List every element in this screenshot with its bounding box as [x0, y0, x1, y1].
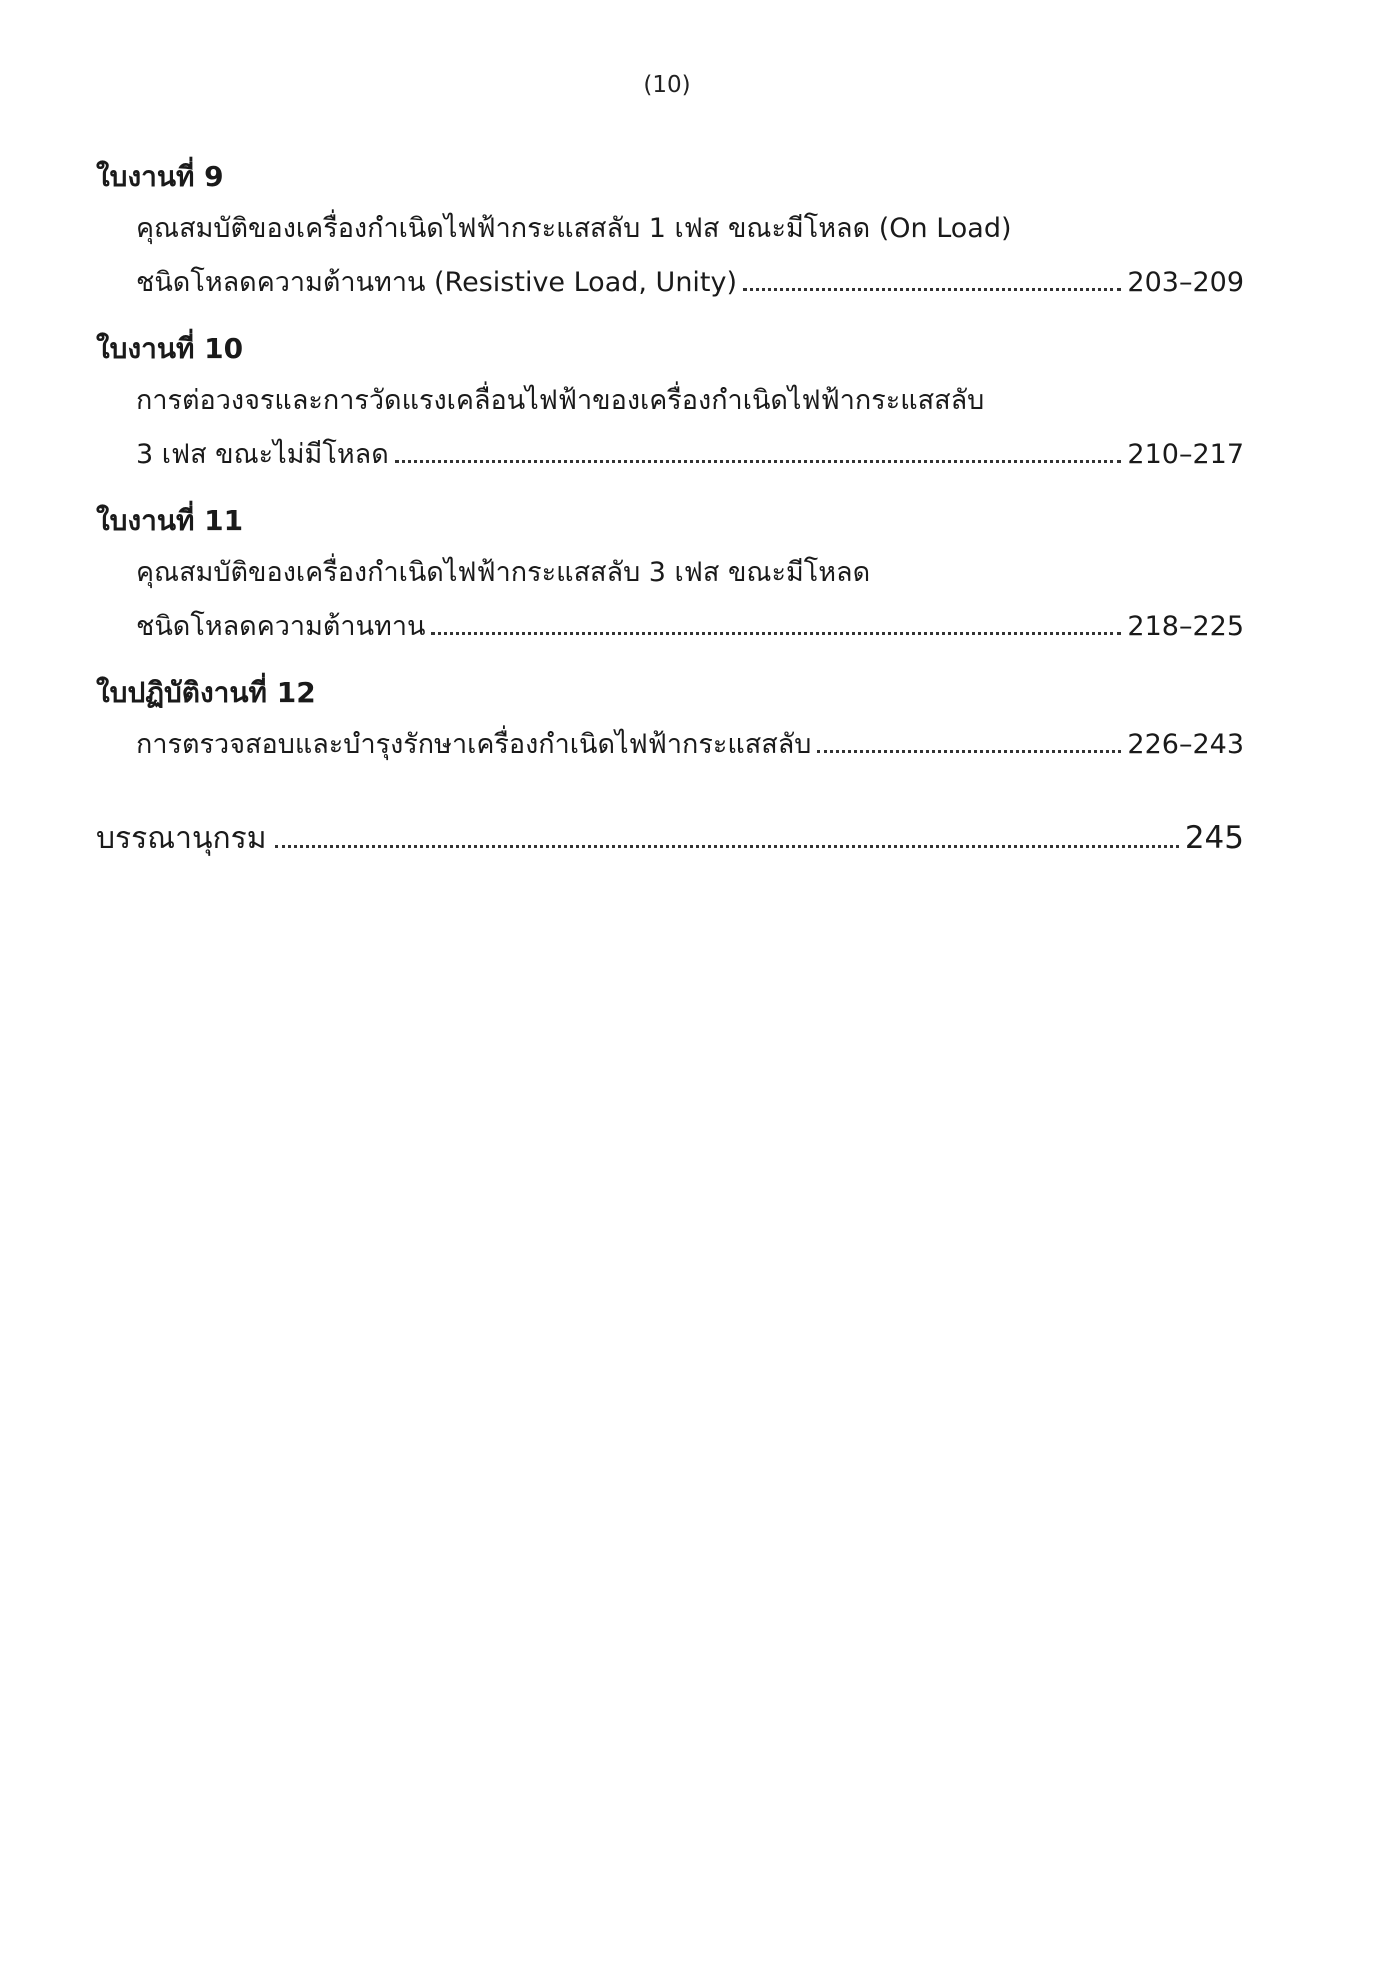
dot-leader	[275, 845, 1179, 848]
toc-section-worksheet-10	[96, 324, 1244, 482]
dot-leader	[395, 460, 1122, 463]
page-number: (10)	[643, 72, 691, 98]
section-title: ใบงานที่ 11	[96, 504, 244, 537]
toc-section-worksheet-11	[96, 496, 1244, 654]
toc-entry[interactable]	[96, 428, 1244, 482]
entry-text: 3 เฟส ขณะไม่มีโหลด	[136, 439, 389, 470]
entry-text: ชนิดโหลดความต้านทาน	[136, 611, 426, 642]
toc-section-practice-sheet-12	[96, 668, 1244, 772]
entry-page-range: 203–209	[1127, 267, 1244, 298]
section-title: ใบปฏิบัติงานที่ 12	[96, 676, 316, 709]
section-title: ใบงานที่ 9	[96, 160, 224, 193]
toc-entry[interactable]	[96, 600, 1244, 654]
dot-leader	[743, 288, 1121, 291]
bibliography-page: 245	[1184, 820, 1244, 856]
bibliography-label: บรรณานุกรม	[96, 821, 267, 856]
toc-section-worksheet-9	[96, 152, 1244, 310]
entry-text: ชนิดโหลดความต้านทาน (Resistive Load, Unity)	[136, 267, 738, 298]
toc-entry-bibliography[interactable]	[96, 810, 1244, 866]
entry-text: การตรวจสอบและบำรุงรักษาเครื่องกำเนิดไฟฟ้ากระแสสลับ	[136, 729, 812, 760]
entry-description-line: การต่อวงจรและการวัดแรงเคลื่อนไฟฟ้าของเครื่องกำเนิดไฟฟ้ากระแสสลับ	[136, 385, 985, 416]
toc-entry[interactable]	[96, 256, 1244, 310]
toc-entry[interactable]	[96, 718, 1244, 772]
entry-page-range: 226–243	[1127, 729, 1244, 760]
dot-leader	[817, 750, 1121, 753]
entry-description-line: คุณสมบัติของเครื่องกำเนิดไฟฟ้ากระแสสลับ 1 เฟส ขณะมีโหลด (On Load)	[136, 213, 1012, 244]
entry-page-range: 210–217	[1127, 439, 1244, 470]
dot-leader	[431, 632, 1121, 635]
entry-description-line: คุณสมบัติของเครื่องกำเนิดไฟฟ้ากระแสสลับ 3 เฟส ขณะมีโหลด	[136, 557, 871, 588]
entry-page-range: 218–225	[1127, 611, 1244, 642]
section-title: ใบงานที่ 10	[96, 332, 244, 365]
table-of-contents	[96, 152, 1244, 866]
